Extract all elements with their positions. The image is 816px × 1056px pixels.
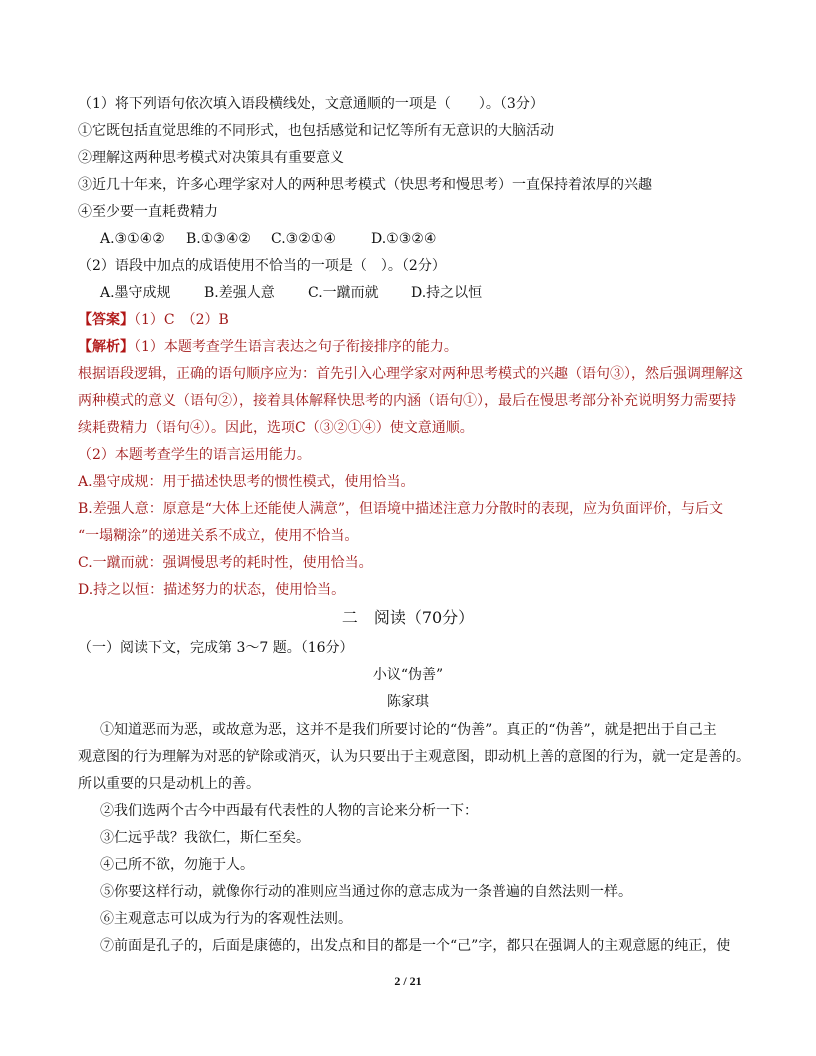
option-b: B.差强人意 xyxy=(204,285,275,301)
article-title: 小议“伪善” xyxy=(372,667,444,683)
question-2-options xyxy=(100,283,482,303)
option-d: D.①③②④ xyxy=(371,231,437,247)
section-subtitle: （一）阅读下文，完成第 3～7 题。（16分） xyxy=(78,640,354,656)
option-d: D.持之以恒 xyxy=(411,285,483,301)
analysis-line-3: 两种模式的意义（语句②），接着具体解释快思考的内涵（语句①），最后在慢思考部分补充说明努力需要持 xyxy=(78,393,736,409)
option-a: A.墨守成规 xyxy=(100,285,171,301)
answer-label: 【答案】 xyxy=(78,312,134,328)
option-a: A.③①④② xyxy=(100,231,165,247)
question-2-stem: （2）语段中加点的成语使用不恰当的一项是（ ）。（2分） xyxy=(78,258,446,274)
option-c: C.一蹴而就 xyxy=(308,285,379,301)
analysis-text: （1）本题考查学生语言表达之句子衔接排序的能力。 xyxy=(134,339,458,355)
analysis-label: 【解析】 xyxy=(78,339,134,355)
paragraph-4: ④己所不欲，勿施于人。 xyxy=(100,857,254,873)
option-b: B.①③④② xyxy=(186,231,251,247)
answer-text: （1）C （2）B xyxy=(134,312,229,328)
option-c: C.③②①④ xyxy=(271,231,336,247)
section-title: 二 阅读（70分） xyxy=(341,608,475,627)
analysis-line-1 xyxy=(78,337,458,357)
analysis-line-5: （2）本题考查学生的语言运用能力。 xyxy=(78,447,311,463)
analysis-line-6: A.墨守成规：用于描述快思考的惯性模式，使用恰当。 xyxy=(78,474,415,490)
paragraph-7: ⑦前面是孔子的，后面是康德的，出发点和目的都是一个“己”字，都只在强调人的主观意愿的纯正，使 xyxy=(100,938,731,954)
analysis-line-2: 根据语段逻辑，正确的语句顺序应为：首先引入心理学家对两种思考模式的兴趣（语句③），然后强调理解这 xyxy=(78,366,743,382)
question-1-stem: （1）将下列语句依次填入语段横线处，文意通顺的一项是（ ）。（3分） xyxy=(78,96,544,112)
sentence-2: ②理解这两种思考模式对决策具有重要意义 xyxy=(78,150,344,166)
analysis-line-8: “一塌糊涂”的递进关系不成立，使用不恰当。 xyxy=(78,528,359,544)
page-number: 2 / 21 xyxy=(394,974,422,988)
paragraph-5: ⑤你要这样行动，就像你行动的准则应当通过你的意志成为一条普遍的自然法则一样。 xyxy=(100,884,632,900)
paragraph-1-line-2: 观意图的行为理解为对恶的铲除或消灭，认为只要出于主观意图，即动机上善的意图的行为，就一定是善的。 xyxy=(78,749,750,765)
analysis-line-7: B.差强人意：原意是“大体上还能使人满意”，但语境中描述注意力分散时的表现，应为负面评价，与后文 xyxy=(78,501,724,517)
paragraph-3: ③仁远乎哉？我欲仁，斯仁至矣。 xyxy=(100,830,310,846)
sentence-4: ④至少要一直耗费精力 xyxy=(78,204,218,220)
paragraph-1-line-3: 所以重要的只是动机上的善。 xyxy=(78,776,260,792)
sentence-3: ③近几十年来，许多心理学家对人的两种思考模式（快思考和慢思考）一直保持着浓厚的兴趣 xyxy=(78,177,652,193)
paragraph-1-line-1: ①知道恶而为恶，或故意为恶，这并不是我们所要讨论的“伪善”。真正的“伪善”，就是把出于自己主 xyxy=(100,722,717,738)
article-author: 陈家琪 xyxy=(387,694,429,710)
paragraph-6: ⑥主观意志可以成为行为的客观性法则。 xyxy=(100,911,352,927)
paragraph-2: ②我们选两个古今中西最有代表性的人物的言论来分析一下： xyxy=(100,803,478,819)
analysis-line-10: D.持之以恒：描述努力的状态，使用恰当。 xyxy=(78,582,346,598)
analysis-line-4: 续耗费精力（语句④）。因此，选项C（③②①④）使文意通顺。 xyxy=(78,420,474,436)
question-1-options xyxy=(100,229,436,249)
analysis-line-9: C.一蹴而就：强调慢思考的耗时性，使用恰当。 xyxy=(78,555,373,571)
sentence-1: ①它既包括直觉思维的不同形式，也包括感觉和记忆等所有无意识的大脑活动 xyxy=(78,123,554,139)
answer-line xyxy=(78,310,229,330)
